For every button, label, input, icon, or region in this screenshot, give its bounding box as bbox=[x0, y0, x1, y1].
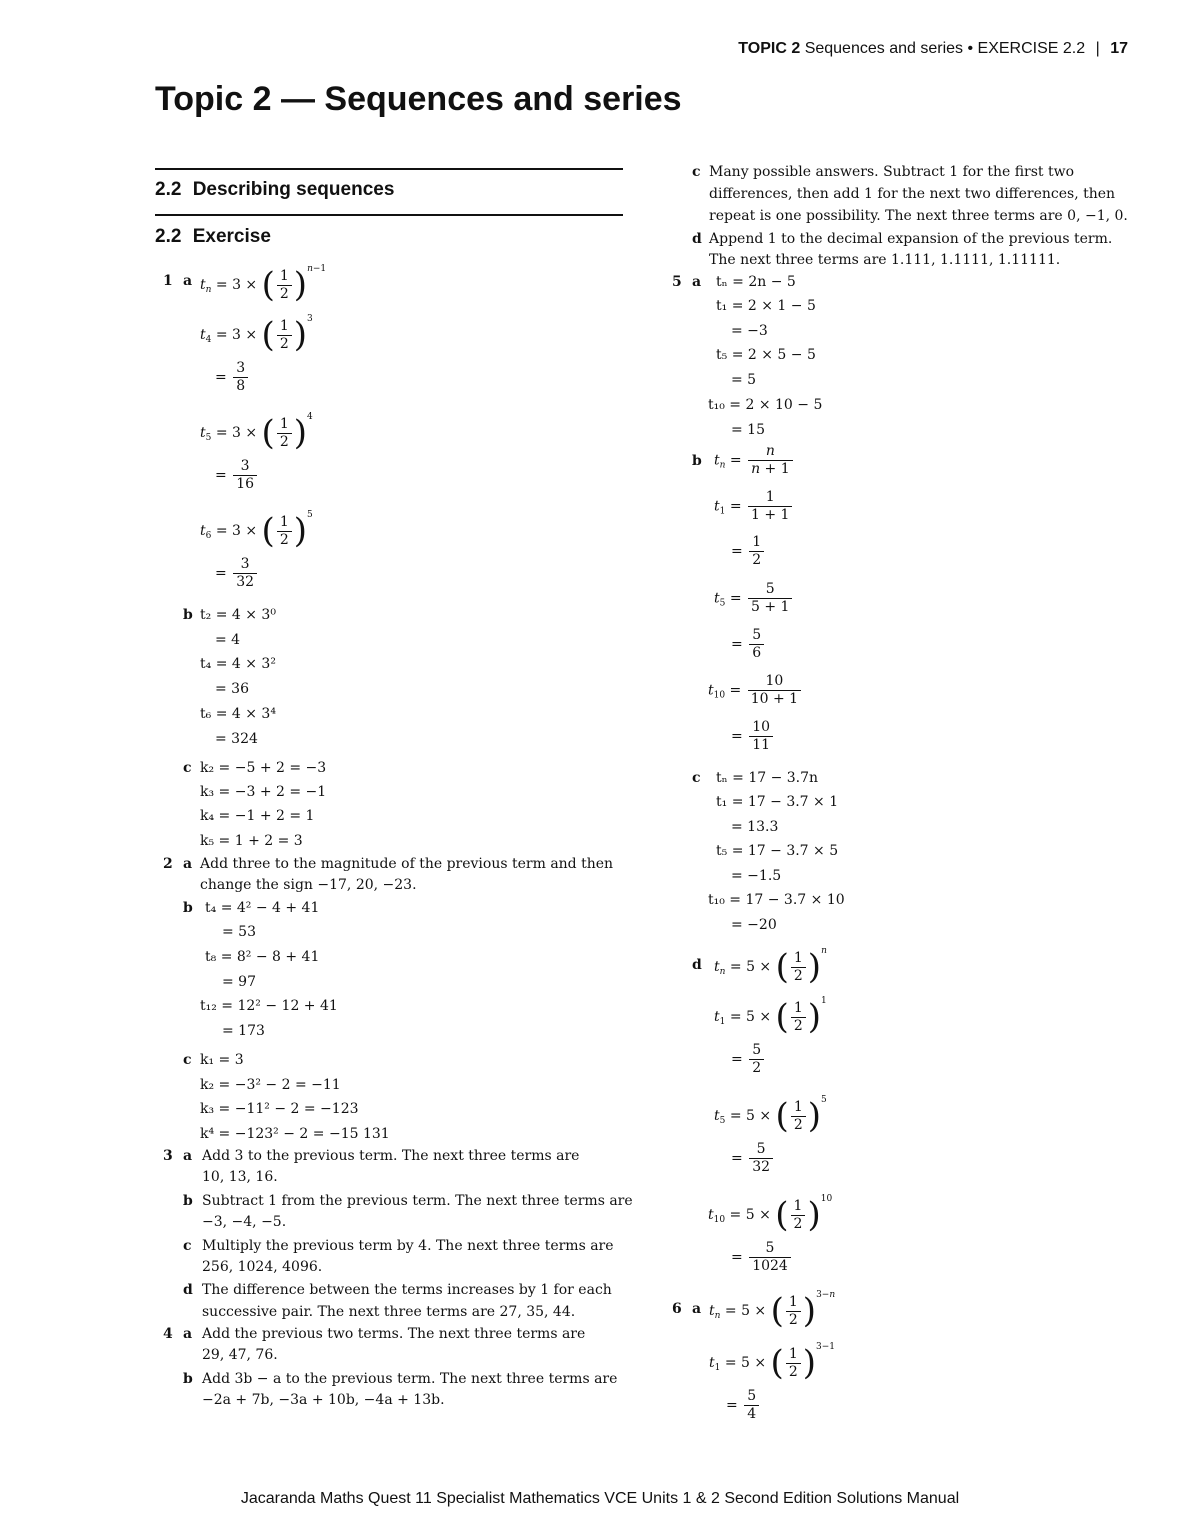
q1b-line: = 4 bbox=[215, 632, 241, 648]
q5c-line: t₁₀ = 17 − 3.7 × 10 bbox=[708, 892, 845, 908]
q5c-label: c bbox=[692, 770, 701, 786]
q1a-eq-tn: $t_n = 3$ × ( $\frac{1}{2}$ ) $^{n-1}$ bbox=[200, 264, 327, 305]
q4b-text: Add 3b − a to the previous term. The next three terms are bbox=[202, 1371, 618, 1387]
q5a-line: t₁ = 2 × 1 − 5 bbox=[716, 298, 816, 314]
q5b-eq-t5: $t_5$ = $\frac{5}{5 + 1}$ bbox=[714, 581, 794, 616]
q1b-line: t₄ = 4 × 3² bbox=[200, 656, 276, 672]
q5b-eq-t5-result: = $\frac{5}{6}$ bbox=[731, 627, 766, 662]
q5d-eq-t10: $t_{10} = 5$ × ( $\frac{1}{2}$ ) $^{10}$ bbox=[708, 1194, 833, 1235]
q1c-line: k₄ = −1 + 2 = 1 bbox=[200, 808, 315, 824]
q5c-line: t₅ = 17 − 3.7 × 5 bbox=[716, 843, 839, 859]
q4d-text: The next three terms are 1.111, 1.1111, 1.11111. bbox=[709, 252, 1061, 268]
q2a-text: Add three to the magnitude of the previous term and then bbox=[200, 856, 614, 872]
q5c-line: = −20 bbox=[731, 917, 777, 933]
q5d-eq-t5-result: = $\frac{5}{32}$ bbox=[731, 1141, 775, 1176]
q2c-line: k₁ = 3 bbox=[200, 1052, 244, 1068]
q1c-line: k₂ = −5 + 2 = −3 bbox=[200, 760, 327, 776]
q3d-text: The difference between the terms increases by 1 for each bbox=[202, 1282, 612, 1298]
q1a-eq-t4-result: = $\frac{3}{8}$ bbox=[215, 360, 250, 395]
q1a-eq-t4: $t_4 = 3$ × ( $\frac{1}{2}$ ) $^3$ bbox=[200, 314, 313, 355]
q1b-label: b bbox=[183, 607, 193, 623]
q4a-label: a bbox=[183, 1326, 193, 1342]
q3a-label: a bbox=[183, 1148, 193, 1164]
q5c-line: = 13.3 bbox=[731, 819, 779, 835]
q2b-line: t₄ = 4² − 4 + 41 bbox=[205, 900, 320, 916]
running-head-bullet: • bbox=[967, 40, 974, 57]
q5a-line: tₙ = 2n − 5 bbox=[716, 274, 796, 290]
q1b-line: t₂ = 4 × 3⁰ bbox=[200, 607, 276, 623]
running-head-topic: TOPIC 2 bbox=[738, 40, 801, 57]
q5b-eq-t1: $t_1$ = $\frac{1}{1 + 1}$ bbox=[714, 489, 794, 524]
section-title: Describing sequences bbox=[192, 179, 395, 200]
q4a-text: Add the previous two terms. The next three terms are bbox=[202, 1326, 586, 1342]
q1a-label: a bbox=[183, 273, 193, 289]
q5b-eq-tn: $t_n$ = $\frac{n}{n + 1}$ bbox=[714, 443, 795, 478]
topic-title: Topic 2 — Sequences and series bbox=[155, 80, 682, 118]
q4c-text: repeat is one possibility. The next three terms are 0, −1, 0. bbox=[709, 208, 1128, 224]
section-rule-bottom bbox=[155, 214, 623, 216]
q5-number: 5 bbox=[672, 274, 682, 290]
q5a-line: = −3 bbox=[731, 323, 768, 339]
q5d-eq-t10-result: = $\frac{5}{1024}$ bbox=[731, 1240, 793, 1275]
footer: Jacaranda Maths Quest 11 Specialist Mathematics VCE Units 1 & 2 Second Edition Solutions Manual bbox=[240, 1490, 960, 1507]
section-heading bbox=[155, 179, 394, 201]
q5d-eq-t5: $t_5 = 5$ × ( $\frac{1}{2}$ ) $^5$ bbox=[714, 1095, 827, 1136]
q5d-eq-t1: $t_1 = 5$ × ( $\frac{1}{2}$ ) $^1$ bbox=[714, 996, 827, 1037]
q4b-label: b bbox=[183, 1371, 193, 1387]
q5d-label: d bbox=[692, 957, 702, 973]
q2b-line: = 97 bbox=[222, 974, 256, 990]
exercise-number: 2.2 bbox=[155, 226, 182, 247]
q6a-eq-tn: $t_n = 5$ × ( $\frac{1}{2}$ ) $^{3-n}$ bbox=[709, 1290, 836, 1331]
q3b-label: b bbox=[183, 1193, 193, 1209]
q4d-text: Append 1 to the decimal expansion of the previous term. bbox=[709, 231, 1113, 247]
q3b-text: Subtract 1 from the previous term. The next three terms are bbox=[202, 1193, 633, 1209]
q1-number: 1 bbox=[163, 273, 173, 289]
q5d-eq-t1-result: = $\frac{5}{2}$ bbox=[731, 1042, 766, 1077]
q6a-eq-t1: $t_1 = 5$ × ( $\frac{1}{2}$ ) $^{3-1}$ bbox=[709, 1342, 835, 1383]
q1b-line: = 324 bbox=[215, 731, 258, 747]
q1c-line: k₅ = 1 + 2 = 3 bbox=[200, 833, 303, 849]
q5a-line: t₁₀ = 2 × 10 − 5 bbox=[708, 397, 823, 413]
q2-number: 2 bbox=[163, 856, 173, 872]
q2b-line: t₁₂ = 12² − 12 + 41 bbox=[200, 998, 338, 1014]
q5b-eq-t10-result: = $\frac{10}{11}$ bbox=[731, 719, 775, 754]
running-head-separator: | bbox=[1095, 40, 1100, 57]
q6-number: 6 bbox=[672, 1301, 682, 1317]
q3b-text: −3, −4, −5. bbox=[202, 1214, 287, 1230]
q4-number: 4 bbox=[163, 1326, 173, 1342]
page-number: 17 bbox=[1110, 40, 1128, 57]
q2b-line: t₈ = 8² − 8 + 41 bbox=[205, 949, 320, 965]
q2a-label: a bbox=[183, 856, 193, 872]
q3c-label: c bbox=[183, 1238, 192, 1254]
q5c-line: tₙ = 17 − 3.7n bbox=[716, 770, 819, 786]
q2b-line: = 173 bbox=[222, 1023, 265, 1039]
q4a-text: 29, 47, 76. bbox=[202, 1347, 278, 1363]
q5b-eq-t1-result: = $\frac{1}{2}$ bbox=[731, 534, 766, 569]
section-rule-top bbox=[155, 168, 623, 170]
q3c-text: Multiply the previous term by 4. The next three terms are bbox=[202, 1238, 614, 1254]
q2c-line: k₂ = −3² − 2 = −11 bbox=[200, 1077, 341, 1093]
q5d-eq-tn: $t_n = 5$ × ( $\frac{1}{2}$ ) $^n$ bbox=[714, 946, 827, 987]
q1c-label: c bbox=[183, 760, 192, 776]
q2c-label: c bbox=[183, 1052, 192, 1068]
q4c-label: c bbox=[692, 164, 701, 180]
q3d-label: d bbox=[183, 1282, 193, 1298]
running-head-exercise: EXERCISE 2.2 bbox=[977, 40, 1086, 57]
q2b-label: b bbox=[183, 900, 193, 916]
q1b-line: t₆ = 4 × 3⁴ bbox=[200, 706, 276, 722]
q6a-eq-t1-result: = $\frac{5}{4}$ bbox=[726, 1388, 761, 1423]
q2c-line: k₃ = −11² − 2 = −123 bbox=[200, 1101, 359, 1117]
exercise-title: Exercise bbox=[192, 226, 271, 247]
q1a-eq-t6-result: = $\frac{3}{32}$ bbox=[215, 556, 259, 591]
exercise-heading bbox=[155, 226, 271, 248]
q4d-label: d bbox=[692, 231, 702, 247]
q3c-text: 256, 1024, 4096. bbox=[202, 1259, 323, 1275]
q5b-label: b bbox=[692, 453, 702, 469]
q6a-label: a bbox=[692, 1301, 702, 1317]
q4b-text: −2a + 7b, −3a + 10b, −4a + 13b. bbox=[202, 1392, 445, 1408]
running-head-topic-name: Sequences and series bbox=[804, 40, 964, 57]
q5c-line: t₁ = 17 − 3.7 × 1 bbox=[716, 794, 839, 810]
q3d-text: successive pair. The next three terms are 27, 35, 44. bbox=[202, 1304, 576, 1320]
q1a-eq-t6: $t_6 = 3$ × ( $\frac{1}{2}$ ) $^5$ bbox=[200, 510, 313, 551]
q1a-eq-t5: $t_5 = 3$ × ( $\frac{1}{2}$ ) $^4$ bbox=[200, 412, 313, 453]
q2a-text: change the sign −17, 20, −23. bbox=[200, 877, 417, 893]
q3a-text: 10, 13, 16. bbox=[202, 1169, 278, 1185]
q1a-eq-t5-result: = $\frac{3}{16}$ bbox=[215, 458, 259, 493]
q1b-line: = 36 bbox=[215, 681, 249, 697]
section-number: 2.2 bbox=[155, 179, 182, 200]
q2c-line: k⁴ = −123² − 2 = −15 131 bbox=[200, 1126, 390, 1142]
q5a-label: a bbox=[692, 274, 702, 290]
q3-number: 3 bbox=[163, 1148, 173, 1164]
q5a-line: = 15 bbox=[731, 422, 765, 438]
q2b-line: = 53 bbox=[222, 924, 256, 940]
q5a-line: t₅ = 2 × 5 − 5 bbox=[716, 347, 816, 363]
q3a-text: Add 3 to the previous term. The next three terms are bbox=[202, 1148, 580, 1164]
q5c-line: = −1.5 bbox=[731, 868, 782, 884]
running-head bbox=[738, 40, 1128, 58]
q5a-line: = 5 bbox=[731, 372, 757, 388]
q1c-line: k₃ = −3 + 2 = −1 bbox=[200, 784, 327, 800]
q5b-eq-t10: $t_{10}$ = $\frac{10}{10 + 1}$ bbox=[708, 673, 803, 708]
q4c-text: Many possible answers. Subtract 1 for the first two bbox=[709, 164, 1075, 180]
q4c-text: differences, then add 1 for the next two differences, then bbox=[709, 186, 1116, 202]
